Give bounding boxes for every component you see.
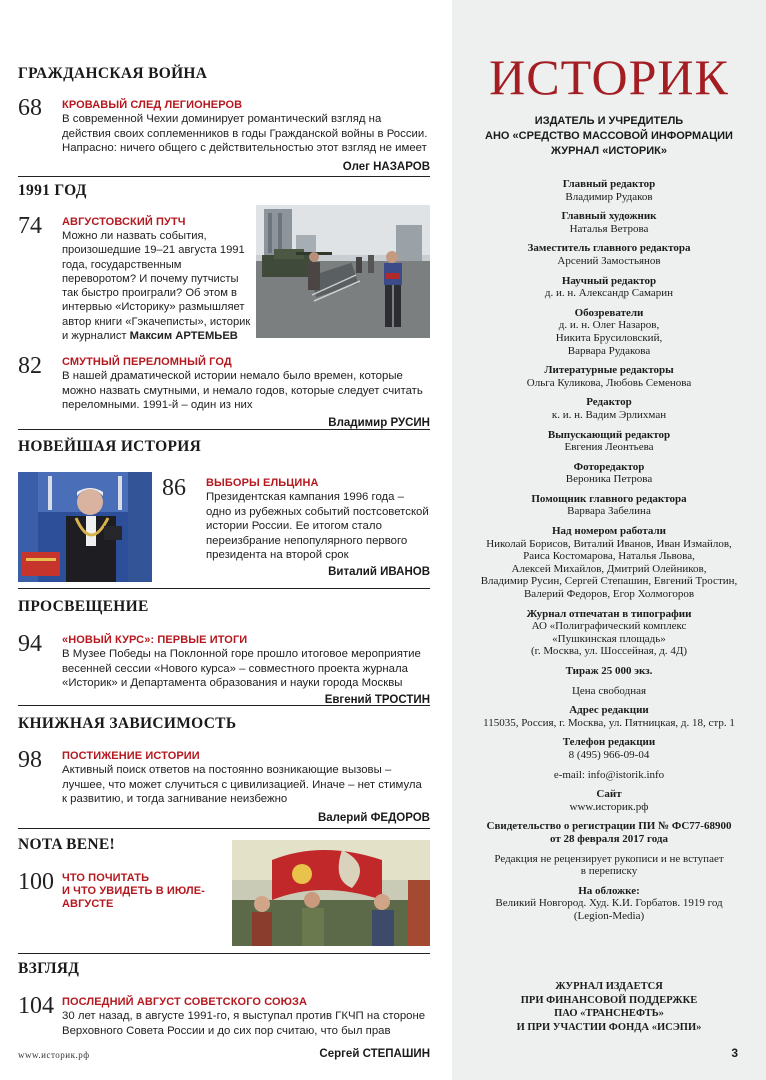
registration-date: от 28 февраля 2017 года [550, 832, 668, 845]
publisher-line: АНО «СРЕДСТВО МАССОВОЙ ИНФОРМАЦИИ [485, 130, 733, 142]
staff-block [452, 364, 766, 389]
phone: 8 (495) 966-09-04 [568, 748, 650, 761]
address-block [452, 704, 766, 729]
address-role: Адрес редакции [569, 704, 649, 717]
section-nota-bene [18, 836, 228, 854]
toc-entry[interactable] [18, 96, 430, 180]
page-number: 98 [18, 747, 42, 773]
article-heading-line: ЧТО ПОЧИТАТЬ [62, 872, 150, 884]
magazine-logo: ИСТОРИК [489, 49, 729, 105]
staff-name: Владимир Русин, Сергей Степашин, Евгений Тростин, [480, 575, 738, 588]
staff-role: Редактор [586, 396, 632, 409]
article-summary: В нашей драматической истории немало было времен, которые можно назвать смутными, и немало годов, которые следует считать переломными. 1991-й – один из них [62, 370, 423, 411]
article-heading: «НОВЫЙ КУРС»: ПЕРВЫЕ ИТОГИ [62, 634, 248, 646]
putsch-photo-image [256, 205, 430, 338]
article-summary: В современной Чехии доминирует романтический взгляд на действия своих соплеменников в годы Гражданской войны в России. Напрасно: ничего общего с действительностью этот взгляд не имеет [62, 113, 428, 154]
article-heading: АВГУСТОВСКИЙ ПУТЧ [62, 216, 186, 228]
article-author: Максим АРТЕМЬЕВ [129, 330, 238, 343]
section-1991 [18, 182, 430, 200]
printing-line: (г. Москва, ул. Шоссейная, д. 4Д) [530, 645, 687, 658]
circulation-block [452, 665, 766, 678]
registration: Свидетельство о регистрации ПИ № ФС77-68900 [486, 820, 732, 833]
page-number: 68 [18, 95, 42, 121]
price: Цена свободная [571, 684, 647, 697]
section-civil-war [18, 65, 430, 83]
staff-name: Наталья Ветрова [569, 222, 649, 235]
staff-name: к. и. н. Вадим Эрлихман [551, 408, 667, 421]
staff-name: Евгения Леонтьева [564, 441, 654, 454]
staff-role: Заместитель главного редактора [527, 242, 691, 255]
toc-entry[interactable] [18, 870, 228, 910]
staff-role: Литературные редакторы [544, 364, 674, 377]
page-number: 74 [18, 213, 42, 239]
toc-entry[interactable] [18, 472, 430, 582]
staff-name: Владимир Рудаков [565, 190, 653, 203]
article-author: Олег НАЗАРОВ [342, 161, 430, 173]
staff-block [452, 178, 766, 203]
printing-role: Журнал отпечатан в типографии [526, 607, 692, 620]
staff-role: Выпускающий редактор [547, 428, 671, 441]
section-divider [18, 429, 430, 430]
staff-name: Алексей Михайлов, Дмитрий Олейников, [511, 562, 707, 575]
address: 115035, Россия, г. Москва, ул. Пятницкая, д. 18, стр. 1 [483, 716, 735, 729]
article-heading: СМУТНЫЙ ПЕРЕЛОМНЫЙ ГОД [62, 356, 232, 368]
article-summary-text: Можно ли назвать события, произошедшие 19–21 августа 1991 года, государственным переворотом? И почему путчисты так быстро проиграли? Об этом в интервью «Историку» размышляет автор книги «Гэкачеписты», историк и журналист [62, 230, 251, 343]
staff-list [452, 178, 766, 930]
article-author: Владимир РУСИН [328, 417, 430, 429]
staff-role: Главный редактор [562, 178, 656, 190]
page-number: 94 [18, 631, 42, 657]
support-line: ПАО «ТРАНСНЕФТЬ» [554, 1008, 664, 1019]
staff-role: Главный художник [561, 210, 657, 223]
section-divider [18, 588, 430, 589]
disclaimer-block [452, 853, 766, 878]
site-link[interactable]: www.историк.рф [569, 800, 649, 813]
staff-name: д. и. н. Олег Назаров, [558, 319, 660, 332]
staff-name: Валерий Федоров, Егор Холмогоров [523, 588, 695, 601]
section-title: ГРАЖДАНСКАЯ ВОЙНА [18, 65, 208, 82]
support-line: ПРИ ФИНАНСОВОЙ ПОДДЕРЖКЕ [520, 994, 698, 1006]
staff-role: Помощник главного редактора [531, 492, 687, 505]
publisher-line: ЖУРНАЛ «ИСТОРИК» [551, 145, 667, 157]
staff-name: Раиса Костомарова, Наталья Львова, [523, 550, 695, 563]
staff-role: Над номером работали [552, 525, 666, 538]
cover-block [452, 885, 766, 923]
article-summary: Активный поиск ответов на постоянно возникающие вызовы – лучшее, что может случиться с цивилизацией. Иначе – нет стимула к развитию, и тогда загнивание неизбежно [62, 764, 422, 805]
disclaimer-line: в переписку [580, 865, 638, 878]
article-summary [62, 229, 257, 343]
article-heading: ПОСЛЕДНИЙ АВГУСТ СОВЕТСКОГО СОЮЗА [62, 996, 308, 1008]
article-heading: КРОВАВЫЙ СЛЕД ЛЕГИОНЕРОВ [62, 99, 243, 111]
page-number: 86 [162, 475, 186, 501]
staff-name: Вероника Петрова [565, 473, 653, 486]
phone-block [452, 736, 766, 761]
article-author: Валерий ФЕДОРОВ [317, 812, 430, 824]
printing-block [452, 608, 766, 658]
staff-block [452, 242, 766, 267]
staff-block [452, 429, 766, 454]
disclaimer-line: Редакция не рецензирует рукописи и не вступает [494, 852, 724, 865]
painting-photo [232, 840, 430, 946]
staff-name: Никита Брусиловский, [555, 331, 663, 344]
toc-entry[interactable] [18, 632, 430, 708]
putsch-photo [256, 205, 430, 338]
support-note [452, 980, 766, 1034]
staff-name: д. и. н. Александр Самарин [544, 287, 674, 300]
site-block [452, 788, 766, 813]
article-heading: ВЫБОРЫ ЕЛЬЦИНА [206, 477, 319, 489]
support-line: ЖУРНАЛ ИЗДАЕТСЯ [555, 981, 663, 992]
article-author: Евгений ТРОСТИН [324, 694, 430, 706]
section-divider [18, 828, 430, 829]
section-title: НОВЕЙШАЯ ИСТОРИЯ [18, 438, 202, 455]
section-education [18, 598, 430, 616]
staff-block [452, 307, 766, 357]
staff-block [452, 493, 766, 518]
page-number: 100 [18, 869, 54, 895]
article-summary: В Музее Победы на Поклонной горе прошло итоговое мероприятие весенней сессии «Нового курса» – совместного проекта журнала «Историк» и Департамента образования и науки города Москвы [62, 648, 421, 689]
article-author: Сергей СТЕПАШИН [319, 1048, 430, 1060]
section-title: NOTA BENE! [18, 836, 116, 853]
registration-block [452, 820, 766, 845]
staff-name: Варвара Забелина [567, 505, 651, 518]
section-title: ВЗГЛЯД [18, 960, 80, 977]
section-divider [18, 176, 430, 177]
staff-role: Фоторедактор [573, 460, 645, 473]
staff-name: Арсений Замостьянов [557, 254, 661, 267]
page-number: 104 [18, 993, 54, 1019]
staff-block [452, 461, 766, 486]
section-view [18, 960, 430, 978]
staff-block [452, 396, 766, 421]
staff-block [452, 525, 766, 601]
toc-entry[interactable] [18, 213, 430, 343]
printing-line: АО «Полиграфический комплекс [531, 620, 687, 633]
article-summary: Президентская кампания 1996 года – одно из рубежных событий постсоветской истории России. Ее итогом стало переизбрание непопулярного первого президента на второй срок [206, 491, 429, 561]
section-title: ПРОСВЕЩЕНИЕ [18, 598, 149, 615]
article-heading: ПОСТИЖЕНИЕ ИСТОРИИ [62, 750, 200, 762]
section-title: КНИЖНАЯ ЗАВИСИМОСТЬ [18, 715, 237, 732]
price-block [452, 685, 766, 698]
site-role: Сайт [596, 788, 622, 801]
painting-image [232, 840, 430, 946]
footer-site: www.историк.рф [18, 1050, 90, 1060]
staff-name: Николай Борисов, Виталий Иванов, Иван Измайлов, [486, 537, 732, 550]
circulation: Тираж 25 000 экз. [565, 665, 653, 677]
section-book-dependency [18, 715, 430, 733]
article-heading-line: И ЧТО УВИДЕТЬ В ИЮЛЕ-АВГУСТЕ [62, 885, 205, 910]
staff-name: Варвара Рудакова [567, 344, 651, 357]
masthead-panel [452, 0, 766, 1080]
section-divider [18, 705, 430, 706]
cover-line: Великий Новгород. Худ. К.И. Горбатов. 1919 год [495, 897, 723, 910]
article-summary: 30 лет назад, в августе 1991-го, я выступал против ГКЧП на стороне Верховного Совета России и до сих пор считаю, что был прав [62, 1010, 426, 1037]
toc-entry[interactable] [18, 354, 430, 430]
staff-name: Ольга Куликова, Любовь Семенова [526, 376, 692, 389]
publisher-line: ИЗДАТЕЛЬ И УЧРЕДИТЕЛЬ [534, 115, 684, 127]
page-number: 82 [18, 353, 42, 379]
publisher-info [452, 114, 766, 159]
email-link[interactable]: e-mail: info@istorik.info [553, 768, 665, 781]
email-block [452, 769, 766, 782]
cover-role: На обложке: [578, 884, 640, 897]
phone-role: Телефон редакции [562, 736, 656, 749]
staff-block [452, 210, 766, 235]
staff-block [452, 275, 766, 300]
section-title: 1991 ГОД [18, 182, 87, 199]
support-line: И ПРИ УЧАСТИИ ФОНДА «ИСЭПИ» [516, 1021, 702, 1033]
toc-entry[interactable] [18, 748, 430, 826]
page-number-footer: 3 [731, 1046, 738, 1060]
cover-line: (Legion-Media) [573, 909, 645, 922]
section-recent-history [18, 438, 430, 456]
article-author: Виталий ИВАНОВ [328, 566, 430, 578]
staff-role: Научный редактор [561, 274, 657, 287]
staff-role: Обозреватели [574, 306, 644, 319]
printing-line: «Пушкинская площадь» [552, 632, 666, 645]
section-divider [18, 953, 430, 954]
